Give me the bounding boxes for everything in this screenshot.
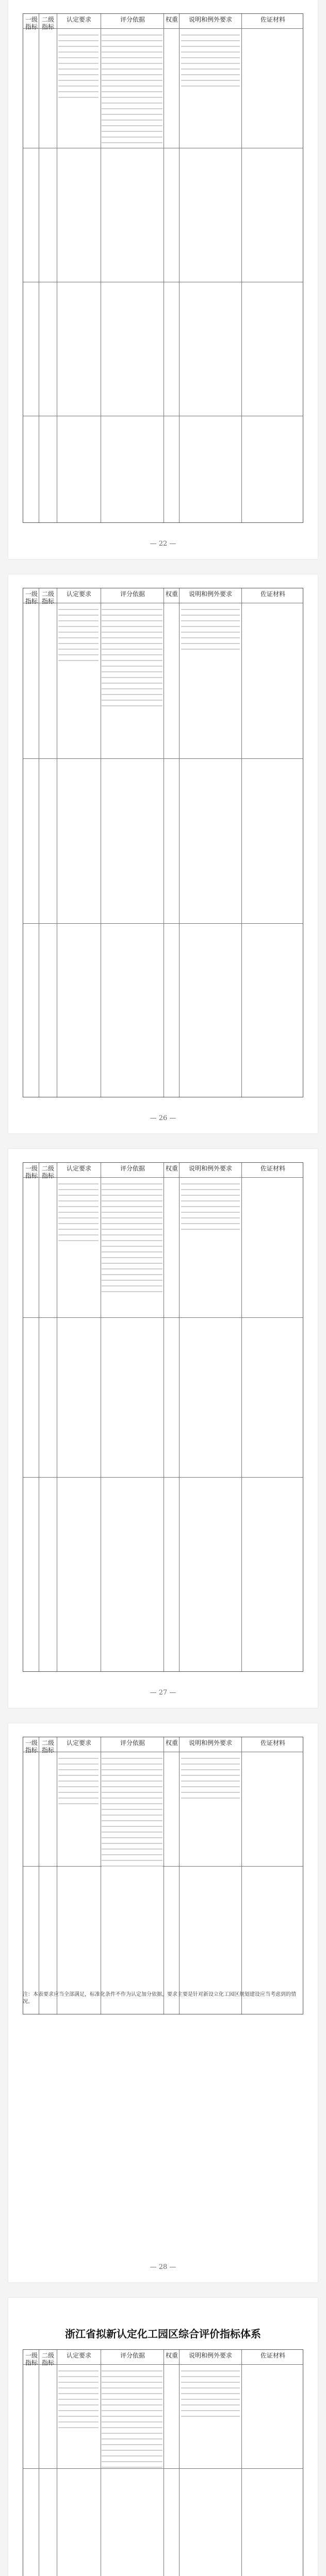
document-page-2 bbox=[8, 574, 318, 1133]
header-evidence: 佐证材料 bbox=[260, 590, 285, 598]
header-level2: 二级指标 bbox=[41, 16, 54, 30]
table-frame bbox=[23, 13, 303, 523]
header-requirement: 认定要求 bbox=[66, 16, 91, 23]
header-evidence: 佐证材料 bbox=[260, 1739, 285, 1747]
header-level2: 二级指标 bbox=[41, 2352, 54, 2366]
header-level2: 二级指标 bbox=[41, 1739, 54, 1754]
table-frame bbox=[23, 1162, 303, 1672]
header-evidence: 佐证材料 bbox=[260, 2352, 285, 2359]
header-level1: 一级指标 bbox=[25, 590, 38, 605]
page-number: — 26 — bbox=[150, 1114, 176, 1122]
header-requirement: 认定要求 bbox=[66, 2352, 91, 2359]
document-title: 浙江省拟新认定化工园区综合评价指标体系 bbox=[65, 2328, 261, 2340]
table-frame bbox=[23, 588, 303, 1097]
document-page-4 bbox=[8, 1723, 318, 2282]
header-weight: 权重 bbox=[165, 16, 178, 23]
header-requirement: 认定要求 bbox=[66, 1739, 91, 1747]
header-notes: 说明和例外要求 bbox=[188, 1165, 232, 1172]
header-requirement: 认定要求 bbox=[66, 1165, 91, 1172]
document-page-1 bbox=[8, 0, 318, 559]
header-notes: 说明和例外要求 bbox=[188, 16, 232, 23]
page-number: — 28 — bbox=[150, 2263, 176, 2271]
header-notes: 说明和例外要求 bbox=[188, 1739, 232, 1747]
header-level2: 二级指标 bbox=[41, 590, 54, 605]
table-frame bbox=[23, 2349, 303, 2576]
header-requirement: 认定要求 bbox=[66, 590, 91, 598]
header-level1: 一级指标 bbox=[25, 16, 38, 30]
header-level2: 二级指标 bbox=[41, 1165, 54, 1179]
header-weight: 权重 bbox=[165, 1165, 178, 1172]
header-basis: 评分依据 bbox=[120, 1165, 145, 1172]
header-basis: 评分依据 bbox=[120, 1739, 145, 1747]
header-level1: 一级指标 bbox=[25, 1165, 38, 1179]
document-page-3 bbox=[8, 1149, 318, 1708]
header-weight: 权重 bbox=[165, 2352, 178, 2359]
table-frame bbox=[23, 1737, 303, 2014]
page-number: — 27 — bbox=[150, 1689, 176, 1697]
header-weight: 权重 bbox=[165, 1739, 178, 1747]
header-evidence: 佐证材料 bbox=[260, 16, 285, 23]
header-weight: 权重 bbox=[165, 590, 178, 598]
header-notes: 说明和例外要求 bbox=[188, 590, 232, 598]
header-evidence: 佐证材料 bbox=[260, 1165, 285, 1172]
page-number: — 22 — bbox=[150, 540, 176, 548]
header-notes: 说明和例外要求 bbox=[188, 2352, 232, 2359]
table-footnote: 注：本表要求应当全部满足，标准化条件不作为认定加分依据，要求主要是针对新设立化工园区规划建设应当考虑到的情况。 bbox=[23, 1992, 296, 2005]
document-page-5 bbox=[8, 2298, 318, 2576]
header-basis: 评分依据 bbox=[120, 2352, 145, 2359]
header-level1: 一级指标 bbox=[25, 2352, 38, 2366]
header-level1: 一级指标 bbox=[25, 1739, 38, 1754]
header-basis: 评分依据 bbox=[120, 16, 145, 23]
header-basis: 评分依据 bbox=[120, 590, 145, 598]
